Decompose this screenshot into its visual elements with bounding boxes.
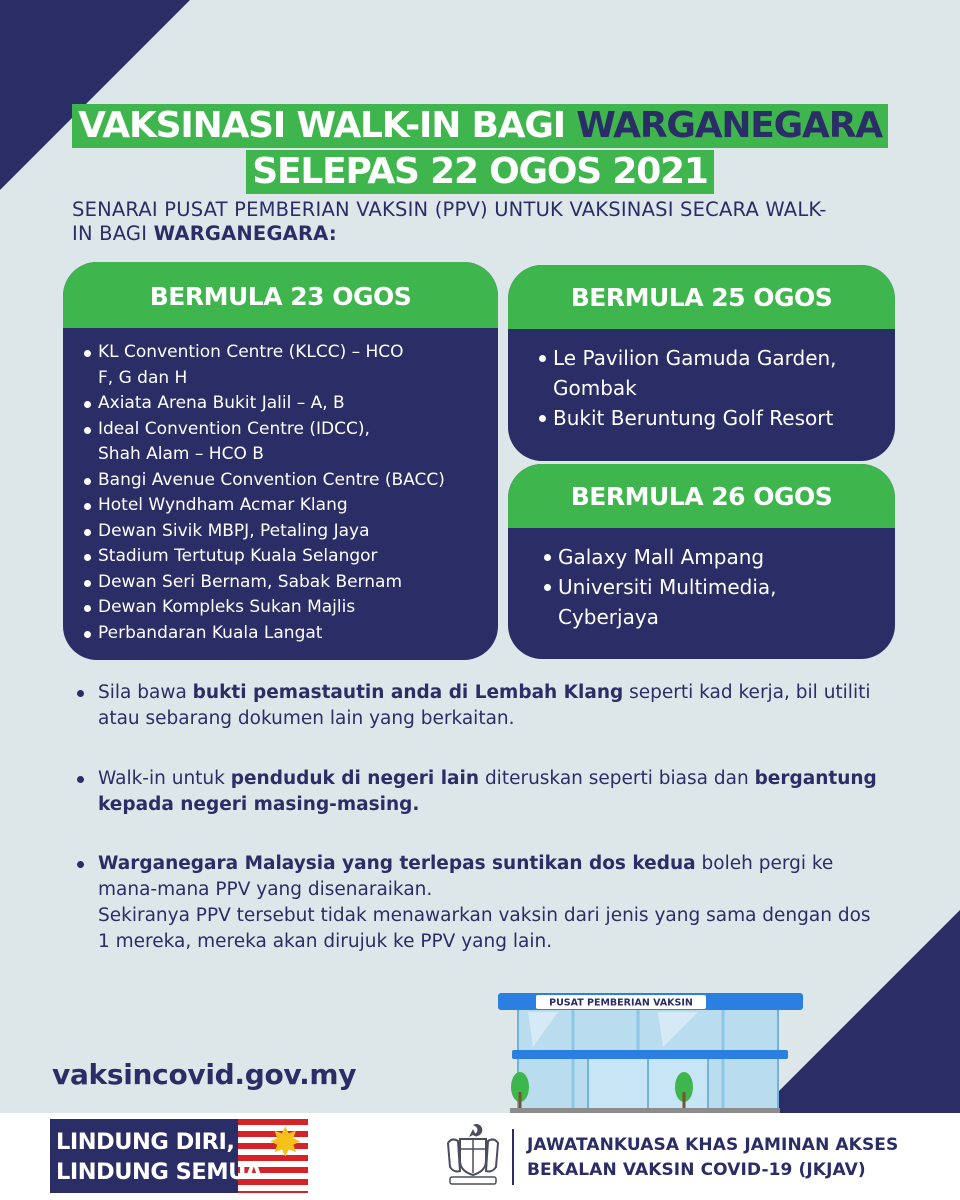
slogan-line-1: LINDUNG DIRI, bbox=[56, 1129, 235, 1155]
note-other-states bbox=[98, 766, 888, 818]
intro-text-main: SENARAI PUSAT PEMBERIAN VAKSIN (PPV) UNTUK VAKSINASI SECARA WALK-IN BAGI bbox=[72, 198, 827, 245]
note-text: seperti kad kerja, bil utiliti atau sebarang dokumen lain yang berkaitan. bbox=[98, 682, 871, 729]
ppv-list bbox=[508, 329, 895, 433]
malaysia-coat-of-arms-icon bbox=[440, 1123, 506, 1189]
title-text-highlight: WARGANEGARA bbox=[576, 105, 882, 146]
note-bold: bukti pemastautin anda di Lembah Klang bbox=[192, 682, 624, 703]
card-starting-23-august bbox=[63, 262, 498, 660]
ppv-list-item bbox=[98, 621, 488, 647]
card-heading: BERMULA 26 OGOS bbox=[508, 464, 895, 528]
ppv-list-item bbox=[98, 340, 488, 391]
slogan-text bbox=[56, 1127, 271, 1187]
ppv-name: Dewan Seri Bernam, Sabak Bernam bbox=[98, 571, 403, 592]
ppv-list bbox=[508, 528, 895, 632]
building-sign-text: PUSAT PEMBERIAN VAKSIN bbox=[549, 997, 693, 1009]
ppv-name: Galaxy Mall Ampang bbox=[558, 545, 765, 569]
footer bbox=[0, 1113, 960, 1200]
ppv-name: Bukit Beruntung Golf Resort bbox=[553, 406, 834, 430]
ppv-list-item bbox=[98, 544, 488, 570]
ppv-name: Le Pavilion Gamuda Garden, bbox=[553, 346, 837, 370]
ppv-list-item bbox=[553, 343, 885, 403]
card-heading: BERMULA 25 OGOS bbox=[508, 265, 895, 329]
note-text: diteruskan seperti biasa dan bbox=[479, 768, 755, 789]
intro-text bbox=[72, 198, 832, 246]
page-title bbox=[0, 104, 960, 194]
ppv-list-item bbox=[558, 542, 885, 572]
notes-list bbox=[98, 680, 888, 955]
footer-divider bbox=[512, 1129, 514, 1185]
org-line-1: JAWATANKUASA KHAS JAMINAN AKSES bbox=[527, 1135, 899, 1155]
vaccination-centre-building-icon bbox=[498, 992, 803, 1114]
ppv-list-item bbox=[98, 493, 488, 519]
note-bold: bergantung kepada negeri masing-masing. bbox=[98, 768, 877, 815]
title-line-1 bbox=[72, 104, 888, 148]
org-line-2: BEKALAN VAKSIN COVID-19 (JKJAV) bbox=[527, 1160, 866, 1180]
ppv-name-continued: Shah Alam – HCO B bbox=[98, 444, 264, 464]
ppv-name: KL Convention Centre (KLCC) – HCO bbox=[98, 342, 404, 362]
card-starting-26-august bbox=[508, 464, 895, 659]
ppv-name: Bangi Avenue Convention Centre (BACC) bbox=[98, 469, 445, 490]
ppv-name-continued: F, G dan H bbox=[98, 367, 188, 388]
note-text: Sila bawa bbox=[98, 682, 193, 703]
slogan-line-2: LINDUNG SEMUA. bbox=[56, 1159, 271, 1185]
title-text-a: VAKSINASI WALK-IN BAGI bbox=[78, 105, 577, 146]
ppv-name: Stadium Tertutup Kuala Selangor bbox=[98, 546, 378, 566]
flag-star-icon: ✸ bbox=[268, 1120, 302, 1166]
note-text: Walk-in untuk bbox=[98, 768, 231, 789]
organisation-name bbox=[527, 1133, 947, 1183]
ppv-name: Hotel Wyndham Acmar Klang bbox=[98, 495, 348, 515]
ppv-name: Axiata Arena Bukit Jalil – A, B bbox=[98, 393, 345, 413]
ppv-list-item bbox=[98, 391, 488, 417]
ppv-name: Ideal Convention Centre (IDCC), bbox=[98, 418, 370, 439]
card-starting-25-august bbox=[508, 265, 895, 461]
slogan-banner bbox=[50, 1119, 308, 1193]
ppv-list-item bbox=[98, 519, 488, 545]
note-bold: penduduk di negeri lain bbox=[230, 768, 480, 789]
note-second-dose bbox=[98, 851, 888, 955]
note-proof-of-residence bbox=[98, 680, 888, 732]
ppv-name: Universiti Multimedia, bbox=[558, 575, 777, 599]
ppv-name-continued: Cyberjaya bbox=[558, 605, 659, 629]
ppv-name-continued: Gombak bbox=[553, 376, 637, 400]
ppv-name: Dewan Kompleks Sukan Majlis bbox=[98, 597, 356, 617]
note-bold: Warganegara Malaysia yang terlepas suntikan dos kedua bbox=[98, 853, 696, 874]
ppv-list-item bbox=[558, 572, 885, 632]
ppv-name: Dewan Sivik MBPJ, Petaling Jaya bbox=[98, 520, 370, 541]
website-link[interactable]: vaksincovid.gov.my bbox=[52, 1058, 357, 1091]
note-text: boleh pergi ke mana-mana PPV yang disenaraikan. bbox=[98, 853, 834, 900]
ppv-list-item bbox=[98, 570, 488, 596]
ppv-list-item bbox=[553, 403, 885, 433]
ppv-list-item bbox=[98, 595, 488, 621]
title-line-2: SELEPAS 22 OGOS 2021 bbox=[246, 150, 714, 194]
note-text: Sekiranya PPV tersebut tidak menawarkan vaksin dari jenis yang sama dengan dos 1 mereka, mereka akan dirujuk ke PPV yang lain. bbox=[98, 905, 871, 952]
card-heading: BERMULA 23 OGOS bbox=[63, 262, 498, 328]
intro-text-bold: WARGANEGARA: bbox=[153, 222, 337, 245]
ppv-list-item bbox=[98, 468, 488, 494]
ppv-list bbox=[63, 328, 498, 646]
ppv-name: Perbandaran Kuala Langat bbox=[98, 622, 323, 643]
ppv-list-item bbox=[98, 417, 488, 468]
